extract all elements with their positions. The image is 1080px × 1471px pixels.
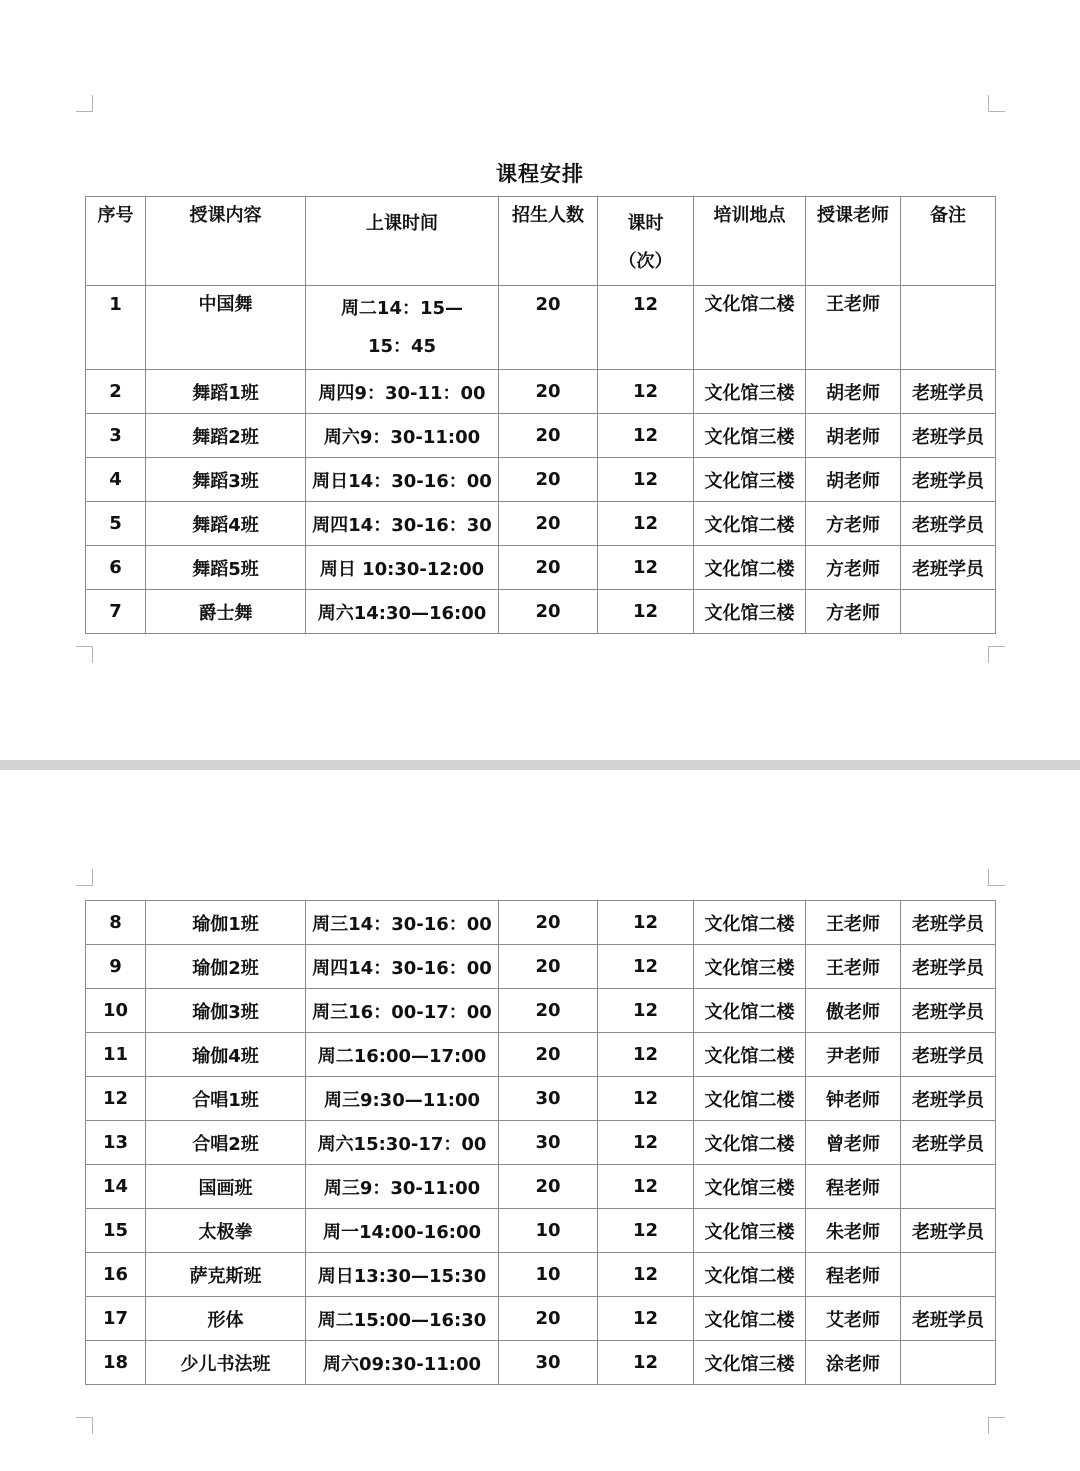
cell-location: 文化馆三楼 [694,1341,806,1385]
cell-sessions: 12 [598,1341,694,1385]
cell-remarks: 老班学员 [901,502,996,546]
cell-seq: 7 [86,590,146,634]
cell-enrollment: 20 [499,370,598,414]
cell-seq: 13 [86,1121,146,1165]
table-row [86,1253,996,1297]
cell-enrollment: 30 [499,1341,598,1385]
cell-location: 文化馆三楼 [694,945,806,989]
cell-remarks [901,1165,996,1209]
page-separator [0,760,1080,770]
cell-sessions: 12 [598,1253,694,1297]
cell-teacher: 朱老师 [806,1209,901,1253]
table-row [86,1033,996,1077]
cell-location: 文化馆二楼 [694,989,806,1033]
cell-course: 舞蹈5班 [146,546,306,590]
cell-teacher: 尹老师 [806,1033,901,1077]
cell-seq: 1 [86,286,146,370]
cell-sessions: 12 [598,546,694,590]
cell-teacher: 王老师 [806,286,901,370]
cell-enrollment: 30 [499,1077,598,1121]
cell-location: 文化馆二楼 [694,286,806,370]
cell-seq: 12 [86,1077,146,1121]
table-row [86,370,996,414]
cell-course: 舞蹈2班 [146,414,306,458]
cell-time: 周三9:30—11:00 [306,1077,499,1121]
cell-sessions: 12 [598,370,694,414]
cell-remarks: 老班学员 [901,370,996,414]
cell-teacher: 方老师 [806,590,901,634]
cell-teacher: 曾老师 [806,1121,901,1165]
cell-teacher: 傲老师 [806,989,901,1033]
cell-course: 瑜伽4班 [146,1033,306,1077]
schedule-table [85,196,996,634]
document-page-2 [0,770,1080,1471]
cell-course: 舞蹈4班 [146,502,306,546]
cell-sessions: 12 [598,1121,694,1165]
cell-sessions: 12 [598,502,694,546]
cell-teacher: 钟老师 [806,1077,901,1121]
cell-sessions: 12 [598,989,694,1033]
table-row [86,901,996,945]
cell-time: 周四9：30-11：00 [306,370,499,414]
cell-time: 周三16：00-17：00 [306,989,499,1033]
cell-time: 周二14：15—15：45 [306,286,499,370]
cell-course: 瑜伽3班 [146,989,306,1033]
header-seq: 序号 [86,197,146,286]
cell-time: 周二16:00—17:00 [306,1033,499,1077]
cell-sessions: 12 [598,414,694,458]
cell-time: 周六14:30—16:00 [306,590,499,634]
cell-time: 周六15:30-17：00 [306,1121,499,1165]
cell-sessions: 12 [598,1033,694,1077]
cell-sessions: 12 [598,590,694,634]
cell-teacher: 王老师 [806,901,901,945]
cell-seq: 4 [86,458,146,502]
header-teacher: 授课老师 [806,197,901,286]
cell-enrollment: 10 [499,1253,598,1297]
cell-seq: 9 [86,945,146,989]
cell-course: 舞蹈3班 [146,458,306,502]
cell-location: 文化馆二楼 [694,1253,806,1297]
header-enrollment: 招生人数 [499,197,598,286]
cell-enrollment: 20 [499,546,598,590]
table-row [86,546,996,590]
header-remarks: 备注 [901,197,996,286]
cell-time: 周二15:00—16:30 [306,1297,499,1341]
cell-enrollment: 20 [499,458,598,502]
cell-time: 周六09:30-11:00 [306,1341,499,1385]
cell-location: 文化馆二楼 [694,502,806,546]
cell-teacher: 胡老师 [806,370,901,414]
cell-remarks [901,1341,996,1385]
cell-location: 文化馆三楼 [694,1209,806,1253]
cell-teacher: 胡老师 [806,414,901,458]
cell-remarks: 老班学员 [901,989,996,1033]
table-row [86,1297,996,1341]
cell-sessions: 12 [598,286,694,370]
cell-enrollment: 20 [499,502,598,546]
cell-time: 周三14：30-16：00 [306,901,499,945]
cell-course: 合唱2班 [146,1121,306,1165]
cell-enrollment: 20 [499,945,598,989]
cell-course: 中国舞 [146,286,306,370]
cell-time: 周日13:30—15:30 [306,1253,499,1297]
cell-seq: 10 [86,989,146,1033]
cell-remarks [901,590,996,634]
table-row [86,989,996,1033]
header-course: 授课内容 [146,197,306,286]
table-row [86,502,996,546]
cell-course: 形体 [146,1297,306,1341]
cell-teacher: 方老师 [806,546,901,590]
schedule-table-continued [85,900,996,1385]
cell-teacher: 方老师 [806,502,901,546]
cell-teacher: 程老师 [806,1253,901,1297]
cell-remarks: 老班学员 [901,414,996,458]
table-row [86,1209,996,1253]
cell-course: 太极拳 [146,1209,306,1253]
cell-remarks: 老班学员 [901,1121,996,1165]
cell-time: 周一14:00-16:00 [306,1209,499,1253]
cell-location: 文化馆二楼 [694,1033,806,1077]
cell-course: 萨克斯班 [146,1253,306,1297]
cell-sessions: 12 [598,1209,694,1253]
cell-enrollment: 20 [499,414,598,458]
cell-seq: 15 [86,1209,146,1253]
cell-seq: 11 [86,1033,146,1077]
cell-sessions: 12 [598,1297,694,1341]
cell-location: 文化馆二楼 [694,1077,806,1121]
cell-seq: 14 [86,1165,146,1209]
cell-teacher: 涂老师 [806,1341,901,1385]
cell-sessions: 12 [598,945,694,989]
cell-location: 文化馆三楼 [694,458,806,502]
cell-enrollment: 20 [499,286,598,370]
cell-location: 文化馆三楼 [694,414,806,458]
cell-enrollment: 20 [499,1165,598,1209]
cell-enrollment: 20 [499,1033,598,1077]
cell-enrollment: 20 [499,1297,598,1341]
cell-remarks: 老班学员 [901,1033,996,1077]
cell-enrollment: 20 [499,901,598,945]
cell-location: 文化馆三楼 [694,590,806,634]
crop-mark [988,1417,1005,1434]
cell-seq: 8 [86,901,146,945]
cell-enrollment: 10 [499,1209,598,1253]
cell-location: 文化馆二楼 [694,546,806,590]
crop-mark [988,646,1005,663]
cell-seq: 16 [86,1253,146,1297]
cell-time: 周日14：30-16：00 [306,458,499,502]
cell-enrollment: 20 [499,989,598,1033]
table-row [86,1165,996,1209]
cell-time: 周三9：30-11:00 [306,1165,499,1209]
cell-time: 周六9：30-11:00 [306,414,499,458]
crop-mark [988,869,1005,886]
table-row [86,1341,996,1385]
cell-remarks: 老班学员 [901,901,996,945]
cell-teacher: 胡老师 [806,458,901,502]
table-header-row [86,197,996,286]
table-row [86,414,996,458]
cell-course: 少儿书法班 [146,1341,306,1385]
crop-mark [76,646,93,663]
cell-location: 文化馆二楼 [694,1121,806,1165]
table-row [86,286,996,370]
cell-sessions: 12 [598,458,694,502]
cell-teacher: 艾老师 [806,1297,901,1341]
cell-seq: 2 [86,370,146,414]
header-time: 上课时间 [306,197,499,286]
cell-remarks: 老班学员 [901,1297,996,1341]
cell-sessions: 12 [598,901,694,945]
table-row [86,1077,996,1121]
table-row [86,1121,996,1165]
cell-seq: 6 [86,546,146,590]
cell-seq: 17 [86,1297,146,1341]
cell-remarks: 老班学员 [901,546,996,590]
cell-time: 周日 10:30-12:00 [306,546,499,590]
cell-course: 瑜伽2班 [146,945,306,989]
cell-time: 周四14：30-16：30 [306,502,499,546]
cell-remarks: 老班学员 [901,458,996,502]
cell-sessions: 12 [598,1077,694,1121]
cell-remarks: 老班学员 [901,1209,996,1253]
cell-seq: 18 [86,1341,146,1385]
cell-course: 国画班 [146,1165,306,1209]
cell-teacher: 王老师 [806,945,901,989]
cell-remarks: 老班学员 [901,945,996,989]
cell-location: 文化馆二楼 [694,1297,806,1341]
table-row [86,945,996,989]
cell-enrollment: 30 [499,1121,598,1165]
table-row [86,590,996,634]
table-row [86,458,996,502]
cell-course: 舞蹈1班 [146,370,306,414]
cell-course: 合唱1班 [146,1077,306,1121]
cell-course: 爵士舞 [146,590,306,634]
header-location: 培训地点 [694,197,806,286]
cell-enrollment: 20 [499,590,598,634]
cell-sessions: 12 [598,1165,694,1209]
cell-teacher: 程老师 [806,1165,901,1209]
crop-mark [76,869,93,886]
cell-time: 周四14：30-16：00 [306,945,499,989]
crop-mark [988,95,1005,112]
cell-remarks [901,286,996,370]
cell-seq: 3 [86,414,146,458]
cell-course: 瑜伽1班 [146,901,306,945]
page-title: 课程安排 [496,162,584,186]
cell-location: 文化馆三楼 [694,370,806,414]
cell-seq: 5 [86,502,146,546]
cell-location: 文化馆三楼 [694,1165,806,1209]
header-sessions: 课时（次） [598,197,694,286]
cell-remarks: 老班学员 [901,1077,996,1121]
cell-location: 文化馆二楼 [694,901,806,945]
crop-mark [76,95,93,112]
crop-mark [76,1417,93,1434]
cell-remarks [901,1253,996,1297]
